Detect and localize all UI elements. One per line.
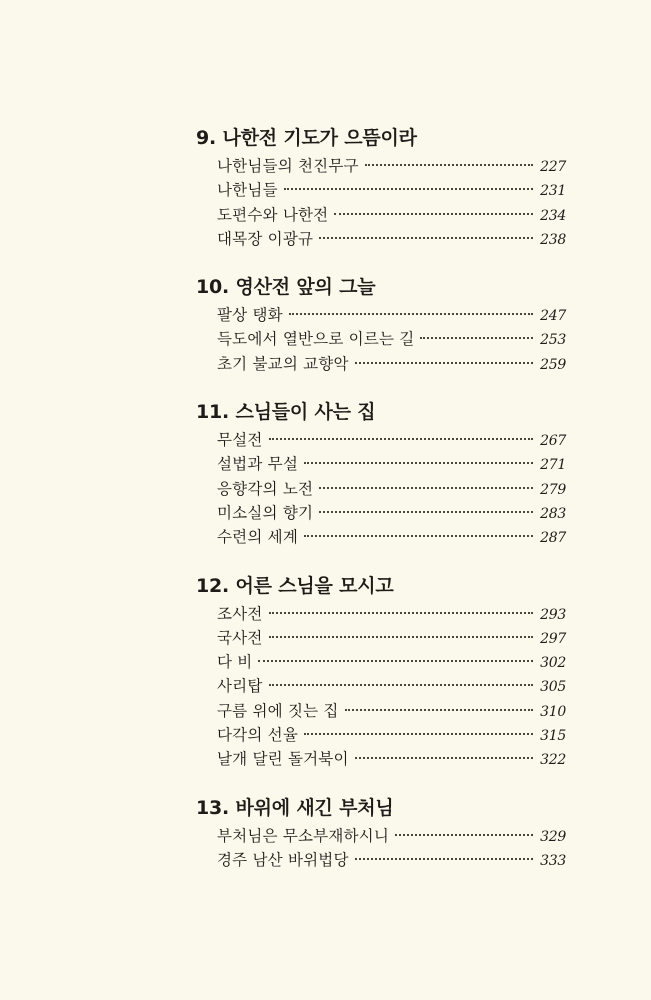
toc-entry — [196, 477, 566, 501]
entry-title: 나한님들의 천진무구 — [217, 157, 359, 175]
toc-entry — [196, 848, 566, 872]
page-number: 227 — [540, 159, 566, 175]
toc-entry — [196, 650, 566, 674]
dotted-leader — [304, 733, 533, 735]
page-number: 238 — [540, 231, 566, 248]
dotted-leader — [355, 362, 534, 364]
chapter-section — [196, 796, 566, 873]
page-number: 234 — [540, 207, 566, 224]
entry-title: 경주 남산 바위법당 — [217, 850, 349, 869]
toc-entry — [196, 203, 566, 227]
dotted-leader — [304, 462, 533, 464]
dotted-leader — [334, 213, 533, 215]
entry-title: 국사전 — [217, 628, 263, 647]
entry-title: 부처님은 무소부재하시니 — [217, 826, 390, 845]
chapter-title: 13. 바위에 새긴 부처님 — [196, 796, 394, 819]
dotted-leader — [355, 858, 534, 860]
page-number: 247 — [540, 308, 566, 325]
dotted-leader — [345, 709, 534, 711]
page-number: 259 — [540, 356, 566, 373]
entry-title: 대목장 이광규 — [217, 229, 314, 248]
page-number: 253 — [540, 332, 566, 349]
entry-title: 응향각의 노전 — [217, 479, 314, 498]
entry-title: 구름 위에 짓는 집 — [217, 701, 339, 720]
entry-title: 조사전 — [217, 604, 263, 623]
toc-entry — [196, 452, 566, 476]
toc-entry — [196, 501, 566, 525]
dotted-leader — [289, 313, 533, 315]
page-number: 287 — [540, 530, 566, 547]
toc-entry — [196, 178, 566, 202]
dotted-leader — [355, 757, 534, 759]
entry-title: 설법과 무설 — [217, 455, 298, 474]
chapter-section — [196, 126, 566, 251]
dotted-leader — [319, 237, 533, 239]
page-number: 293 — [540, 606, 566, 623]
page-number: 267 — [540, 433, 566, 450]
dotted-leader — [319, 487, 533, 489]
page-number: 302 — [540, 655, 566, 672]
chapter-section — [196, 400, 566, 549]
dotted-leader — [269, 684, 534, 686]
dotted-leader — [284, 188, 533, 190]
page-number: 279 — [540, 481, 566, 498]
toc-entry — [196, 428, 566, 452]
page-number: 333 — [540, 852, 566, 869]
chapter-title: 9. 나한전 기도가 으뜸이라 — [196, 127, 417, 149]
entry-title: 다 비 — [217, 653, 253, 672]
entry-title: 무설전 — [217, 431, 263, 450]
toc-entry — [196, 327, 566, 351]
toc-entry — [196, 303, 566, 327]
dotted-leader — [269, 636, 534, 638]
dotted-leader — [258, 660, 533, 662]
toc-entry — [196, 352, 566, 376]
dotted-leader — [269, 438, 534, 440]
dotted-leader — [319, 511, 533, 513]
entry-title: 수련의 세계 — [217, 528, 298, 547]
table-of-contents — [196, 126, 566, 896]
entry-title: 나한님들 — [217, 181, 278, 200]
toc-entry — [196, 227, 566, 251]
toc-entry — [196, 699, 566, 723]
page-number: 329 — [540, 828, 566, 845]
toc-entry — [196, 154, 566, 178]
page-number: 271 — [540, 457, 566, 474]
page-number: 297 — [540, 630, 566, 647]
entry-title: 도편수와 나한전 — [217, 205, 329, 224]
chapter-title: 12. 어른 스님을 모시고 — [196, 574, 394, 597]
chapter-title: 10. 영산전 앞의 그늘 — [196, 276, 376, 299]
toc-entry — [196, 626, 566, 650]
page-number: 315 — [540, 728, 566, 745]
toc-entry — [196, 723, 566, 747]
page-number: 231 — [540, 183, 566, 200]
toc-entry — [196, 824, 566, 848]
entry-title: 득도에서 열반으로 이르는 길 — [217, 330, 415, 349]
entry-title: 미소실의 향기 — [217, 503, 314, 522]
chapter-section — [196, 275, 566, 376]
toc-entry — [196, 602, 566, 626]
chapter-section — [196, 574, 566, 772]
dotted-leader — [395, 834, 533, 836]
dotted-leader — [269, 612, 534, 614]
page-number: 283 — [540, 505, 566, 522]
dotted-leader — [365, 164, 533, 166]
page-number: 310 — [540, 703, 566, 720]
entry-title: 날개 달린 돌거북이 — [217, 750, 349, 769]
entry-title: 사리탑 — [217, 677, 263, 696]
page-number: 305 — [540, 679, 566, 696]
toc-entry — [196, 747, 566, 771]
page-number: 322 — [540, 752, 566, 769]
dotted-leader — [420, 337, 533, 339]
toc-entry — [196, 525, 566, 549]
entry-title: 팔상 탱화 — [217, 306, 283, 325]
entry-title: 초기 불교의 교향악 — [217, 354, 349, 373]
dotted-leader — [304, 535, 533, 537]
chapter-title: 11. 스님들이 사는 집 — [196, 401, 376, 424]
entry-title: 다각의 선율 — [217, 726, 298, 745]
toc-entry — [196, 674, 566, 698]
